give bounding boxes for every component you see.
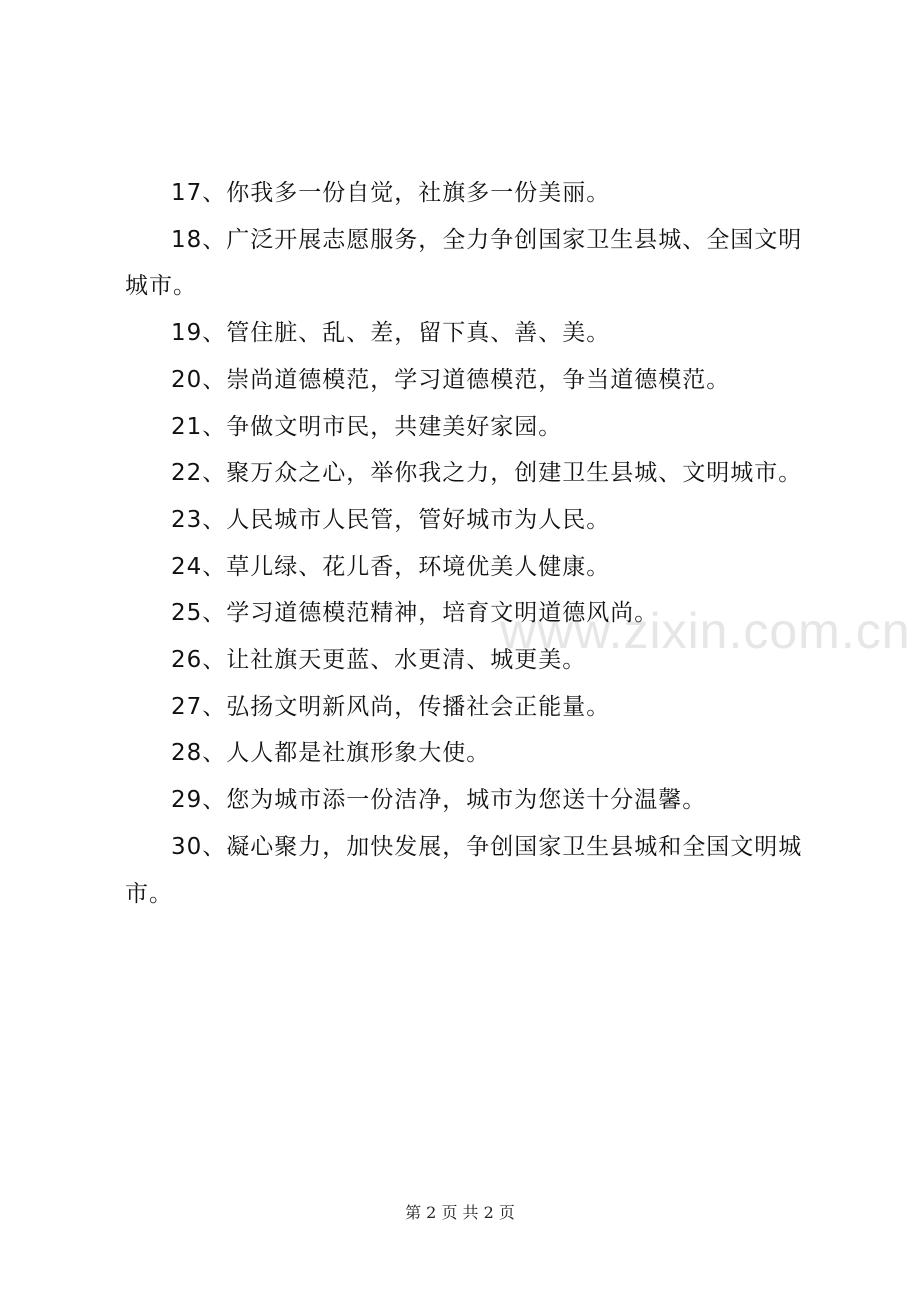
slogan-21: 21、争做文明市民，共建美好家园。 bbox=[171, 413, 563, 440]
slogan-26: 26、让社旗天更蓝、水更清、城更美。 bbox=[171, 647, 587, 674]
slogan-22: 22、聚万众之心，举你我之力，创建卫生县城、文明城市。 bbox=[171, 460, 803, 487]
slogan-28: 28、人人都是社旗形象大使。 bbox=[171, 740, 491, 767]
slogan-23: 23、人民城市人民管，管好城市为人民。 bbox=[171, 506, 611, 533]
page-footer: 第 2 页 共 2 页 bbox=[405, 1203, 515, 1222]
slogan-20: 20、崇尚道德模范，学习道德模范，争当道德模范。 bbox=[171, 366, 731, 393]
slogan-29: 29、您为城市添一份洁净，城市为您送十分温馨。 bbox=[171, 787, 707, 814]
slogan-19: 19、管住脏、乱、差，留下真、善、美。 bbox=[171, 320, 611, 347]
slogan-18: 18、广泛开展志愿服务，全力争创国家卫生县城、全国文明城市。 bbox=[125, 226, 803, 300]
slogan-17: 17、你我多一份自觉，社旗多一份美丽。 bbox=[171, 180, 611, 206]
watermark: www.zixin.com.cn bbox=[500, 603, 911, 659]
slogan-24: 24、草儿绿、花儿香，环境优美人健康。 bbox=[171, 553, 611, 580]
slogan-27: 27、弘扬文明新风尚，传播社会正能量。 bbox=[171, 693, 611, 720]
slogan-30: 30、凝心聚力，加快发展，争创国家卫生县城和全国文明城市。 bbox=[125, 833, 803, 907]
slogan-list bbox=[125, 170, 815, 917]
slogan-25: 25、学习道德模范精神，培育文明道德风尚。 bbox=[171, 600, 659, 627]
